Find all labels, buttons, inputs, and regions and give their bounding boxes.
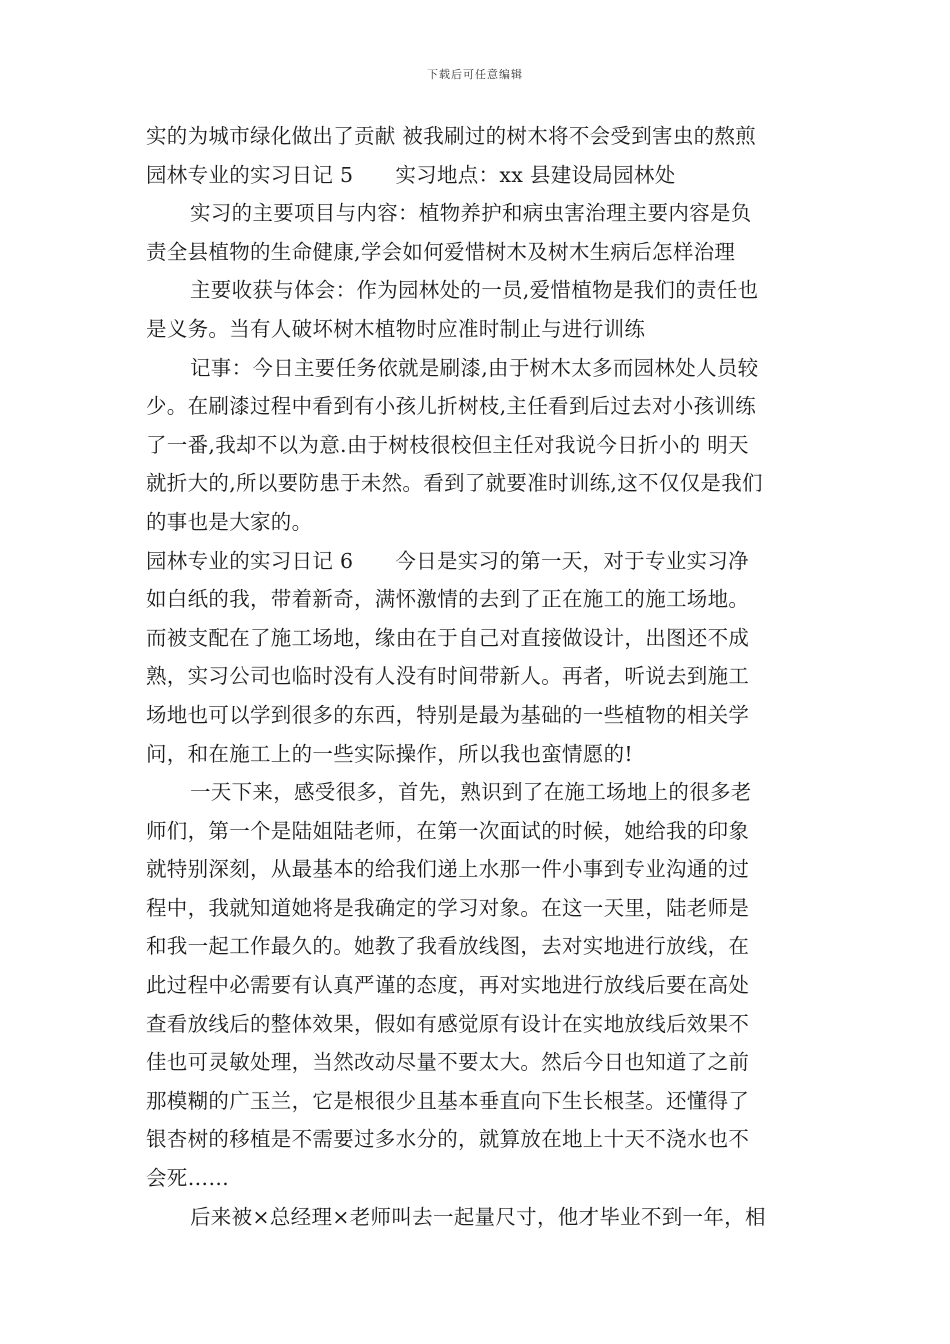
text-line: 记事：今日主要任务依就是刷漆,由于树木太多而园林处人员较 [190,355,759,380]
text-line: 的事也是大家的。 [146,509,313,534]
text-line: 一天下来，感受很多，首先，熟识到了在施工场地上的很多老 [190,780,752,805]
text-line: 了一番,我却不以为意.由于树枝很校但主任对我说今日折小的 明天 [146,432,749,457]
diary-heading-5: 园林专业的实习日记 5 实习地点：xx 县建设局园林处 [146,162,676,187]
text-line: 实习的主要项目与内容：植物养护和病虫害治理主要内容是负 [190,201,752,226]
text-line: 问，和在施工上的一些实际操作，所以我也蛮情愿的! [146,741,633,766]
text-line: 场地也可以学到很多的东西，特别是最为基础的一些植物的相关学 [146,702,750,727]
diary-heading-6: 园林专业的实习日记 6 今日是实习的第一天，对于专业实习净 [146,548,749,573]
text-line: 会死…… [146,1166,230,1191]
text-line: 师们，第一个是陆姐陆老师，在第一次面试的时候，她给我的印象 [146,818,750,843]
text-line: 查看放线后的整体效果，假如有感觉原有设计在实地放线后效果不 [146,1011,750,1036]
text-line: 而被支配在了施工场地，缘由在于自己对直接做设计，出图还不成 [146,625,750,650]
text-line: 主要收获与体会：作为园林处的一员,爱惜植物是我们的责任也 [190,278,759,303]
text-line: 那模糊的广玉兰，它是根很少且基本垂直向下生长根茎。还懂得了 [146,1088,750,1113]
text-line: 和我一起工作最久的。她教了我看放线图，去对实地进行放线，在 [146,934,750,959]
text-line: 此过程中必需要有认真严谨的态度，再对实地进行放线后要在高处 [146,973,750,998]
text-line: 佳也可灵敏处理，当然改动尽量不要太大。然后今日也知道了之前 [146,1050,750,1075]
text-line: 实的为城市绿化做出了贡献 被我刷过的树木将不会受到害虫的熬煎 [146,124,757,148]
text-line: 就特别深刻，从最基本的给我们递上水那一件小事到专业沟通的过 [146,857,750,882]
text-line: 银杏树的移植是不需要过多水分的，就算放在地上十天不浇水也不 [146,1127,750,1152]
document-body [146,117,810,1236]
text-line: 是义务。当有人破坏树木植物时应准时制止与进行训练 [146,316,646,341]
text-line: 程中，我就知道她将是我确定的学习对象。在这一天里，陆老师是 [146,895,750,920]
text-line: 后来被×总经理×老师叫去一起量尺寸，他才毕业不到一年，相 [190,1204,766,1229]
text-line: 少。在刷漆过程中看到有小孩儿折树枝,主任看到后过去对小孩训练 [146,394,757,419]
text-line: 如白纸的我，带着新奇，满怀激情的去到了正在施工的施工场地。 [146,587,750,612]
page-header: 下载后可任意编辑 [427,68,523,81]
text-line: 就折大的,所以要防患于未然。看到了就要准时训练,这不仅仅是我们 [146,471,763,496]
text-line: 熟，实习公司也临时没有人没有时间带新人。再者，听说去到施工 [146,664,750,689]
text-line: 责全县植物的生命健康,学会如何爱惜树木及树木生病后怎样治理 [146,239,736,264]
